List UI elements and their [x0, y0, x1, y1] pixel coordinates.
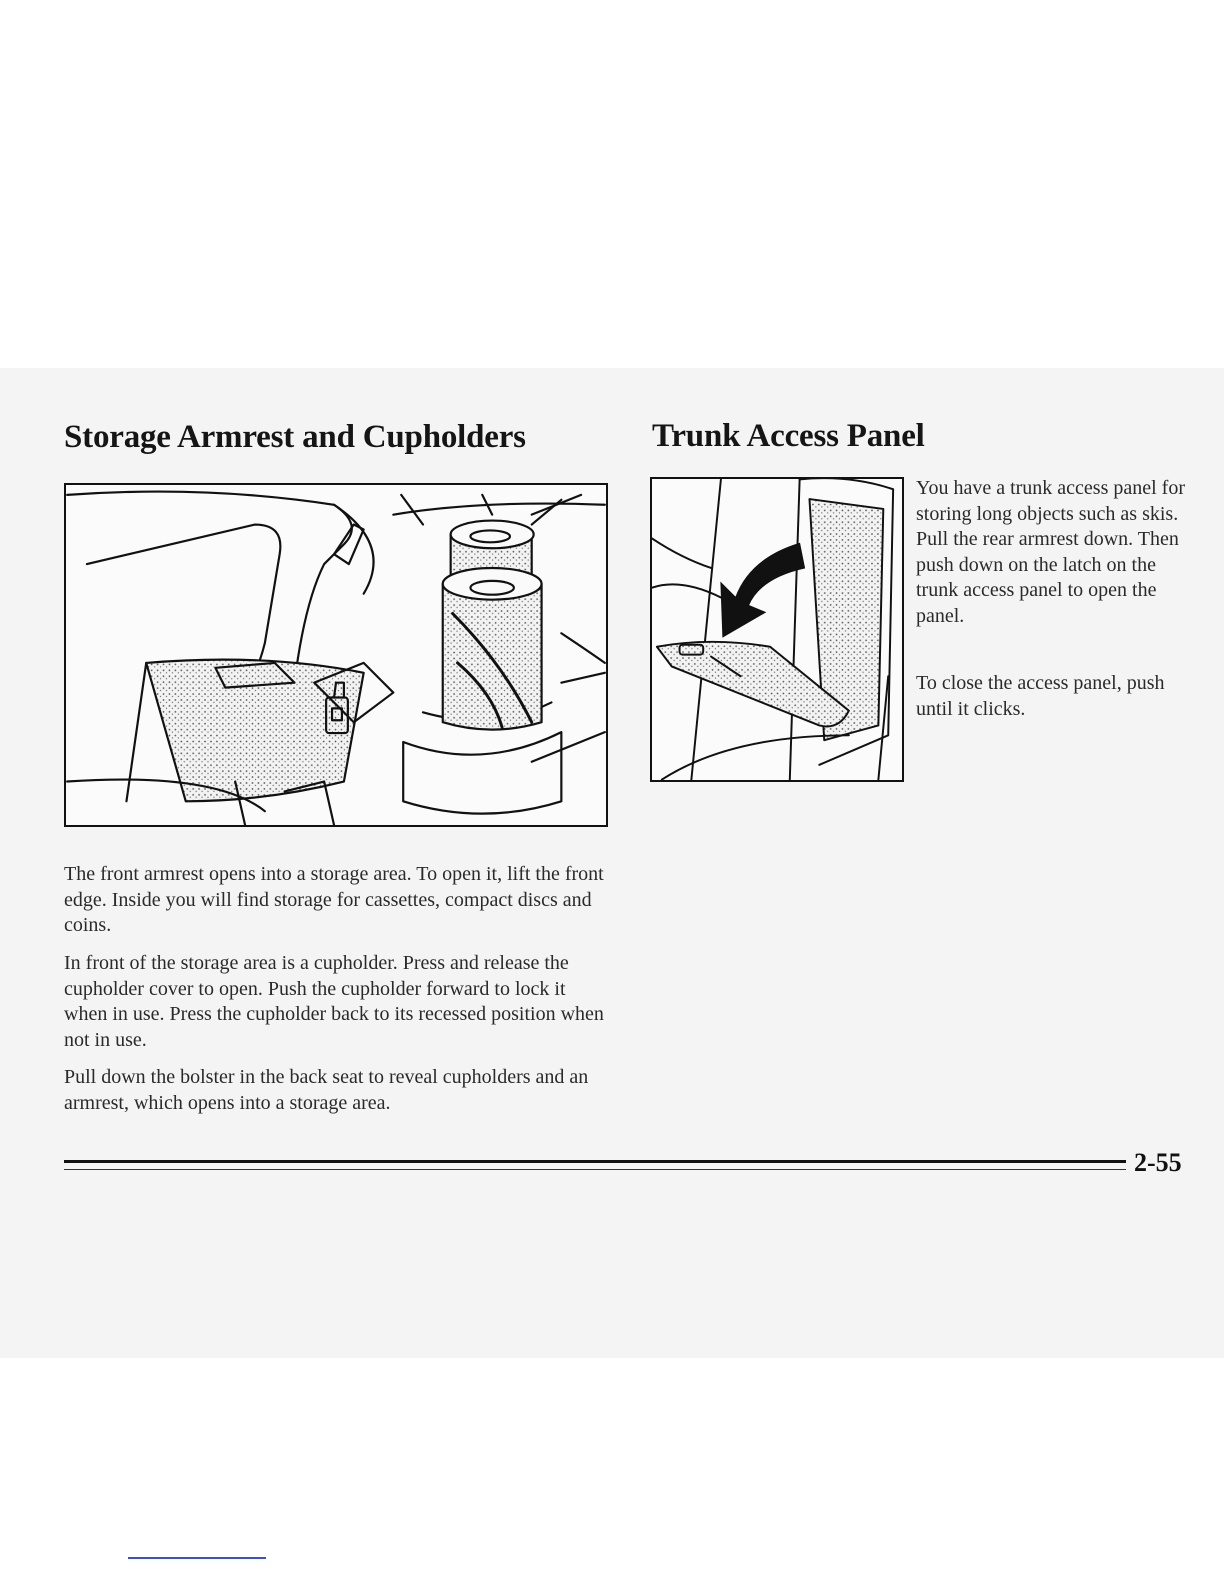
- section-title-storage-armrest: Storage Armrest and Cupholders: [64, 419, 526, 455]
- trunk-paragraph-2: To close the access panel, push until it clicks.: [916, 672, 1165, 720]
- curved-arrow-icon: [721, 543, 805, 637]
- storage-paragraph-3: Pull down the bolster in the back seat to reveal cupholders and an armrest, which opens into a storage area.: [64, 1066, 589, 1114]
- page-number: 2-55: [1134, 1148, 1182, 1177]
- storage-paragraph-2: In front of the storage area is a cupholder. Press and release the cupholder cover to open. Push the cupholder forward to lock it when in use. Press the cupholder back to its recessed position when not in use.: [64, 952, 604, 1051]
- armrest-cupholder-drawing: [66, 485, 606, 825]
- footer-rule-thin: [64, 1169, 1126, 1170]
- trunk-access-panel-drawing: [652, 479, 902, 780]
- armrest-cupholder-illustration: [64, 483, 608, 827]
- footer-rule-thick: [64, 1160, 1126, 1163]
- storage-paragraph-1: The front armrest opens into a storage area. To open it, lift the front edge. Inside you will find storage for cassettes, compact discs and coins.: [64, 863, 604, 936]
- trunk-access-panel-illustration: [650, 477, 904, 782]
- footer-link-underline: [128, 1557, 266, 1559]
- trunk-paragraph-1: You have a trunk access panel for storing long objects such as skis. Pull the rear armrest down. Then push down on the latch on the trunk access panel to open the panel.: [916, 477, 1185, 627]
- section-title-trunk-access-panel: Trunk Access Panel: [652, 418, 925, 454]
